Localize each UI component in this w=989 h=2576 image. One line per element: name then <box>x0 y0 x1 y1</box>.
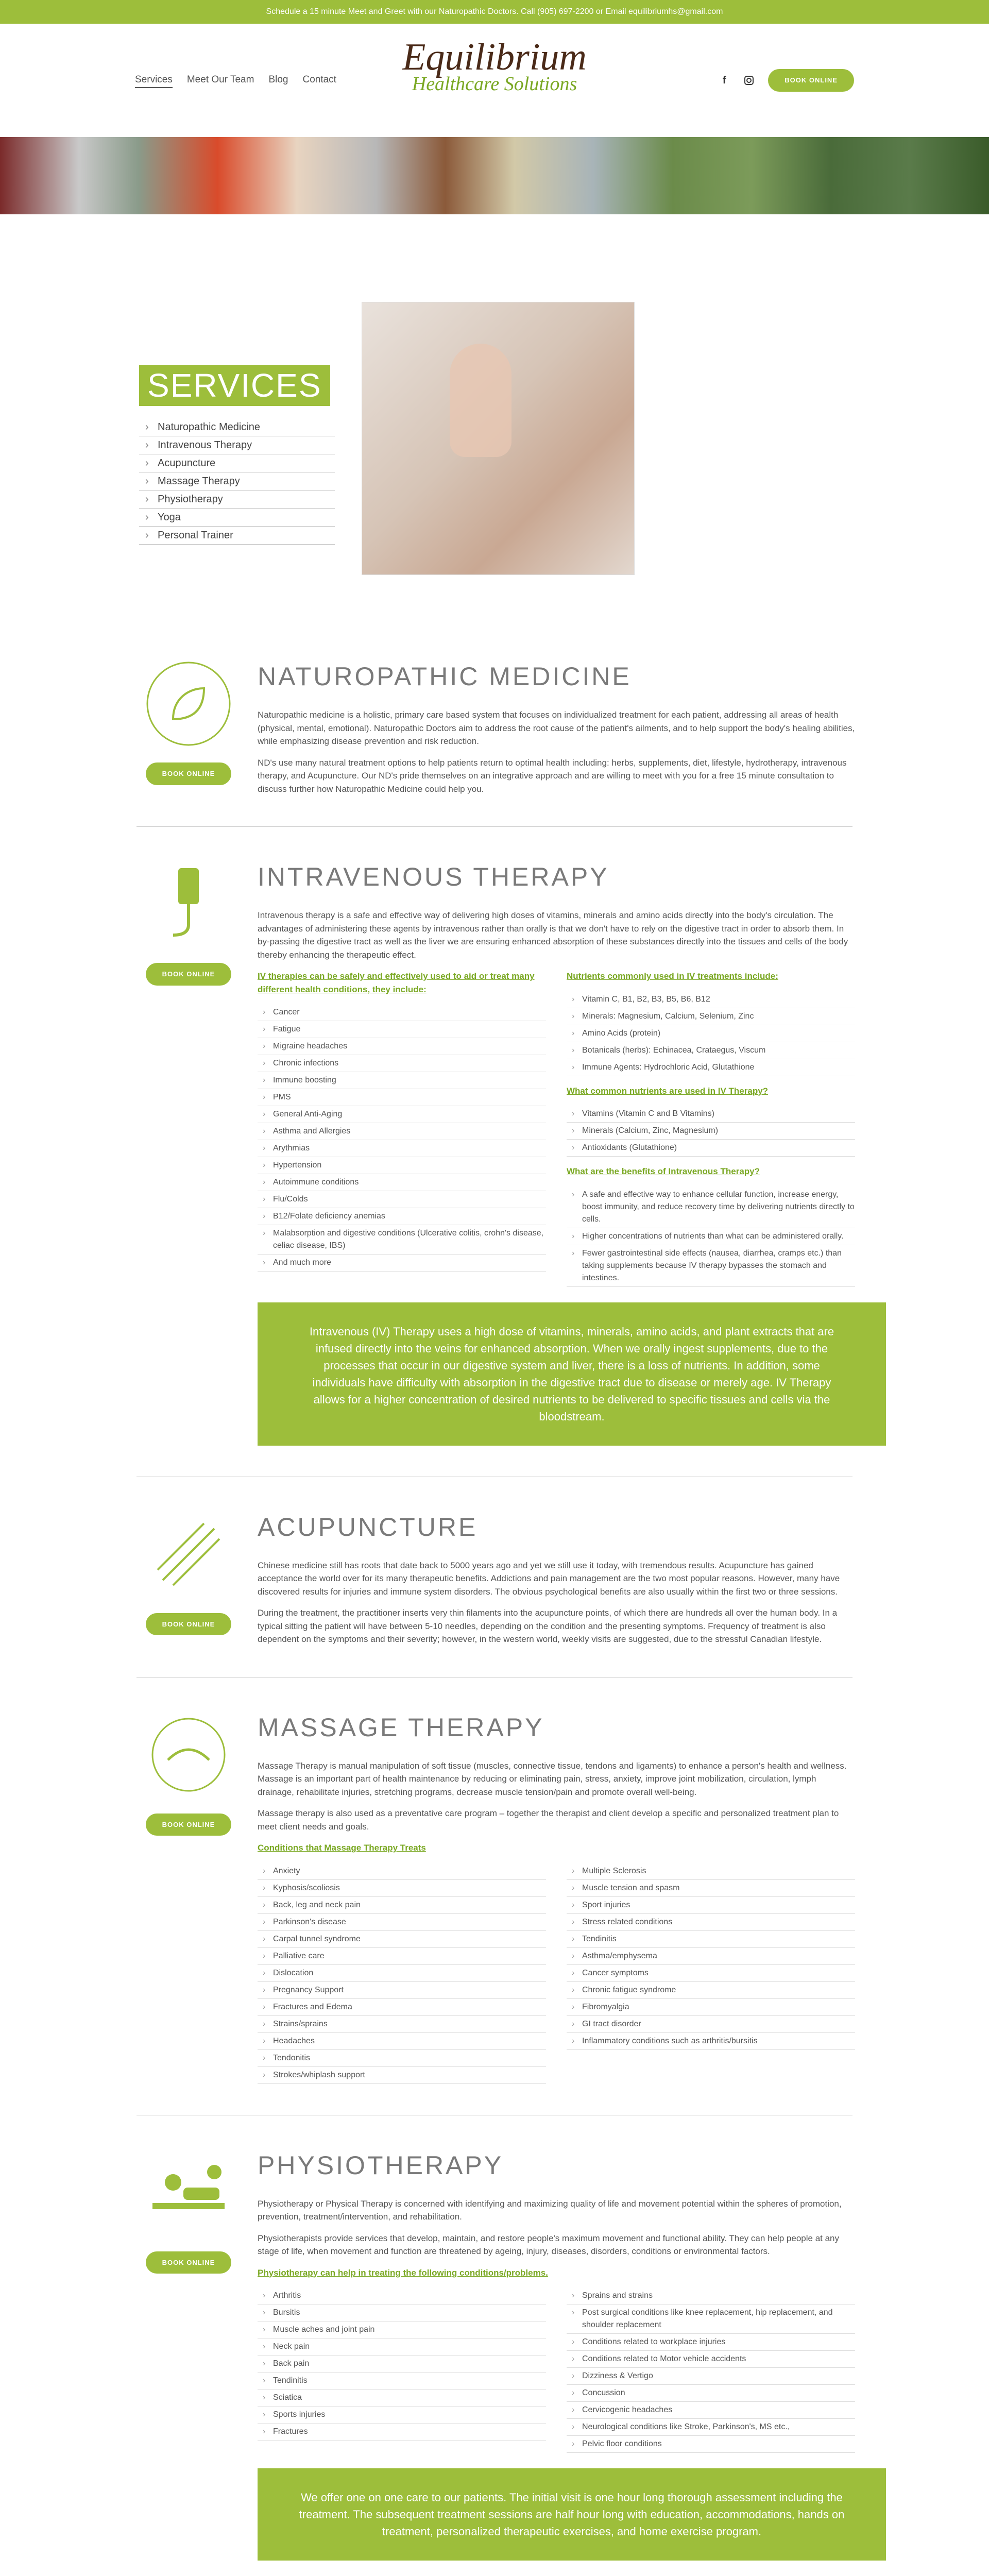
iv-col3-title: What common nutrients are used in IV Therapy? <box>567 1086 769 1096</box>
section-physiotherapy <box>0 2146 989 2561</box>
list-item: › Concussion <box>567 2385 855 2402</box>
services-title: SERVICES <box>139 365 330 406</box>
logo-main-text: Equilibrium <box>402 36 587 78</box>
nav-item-services[interactable]: Services <box>135 73 173 89</box>
header-book-online-button[interactable]: BOOK ONLINE <box>768 69 854 92</box>
iv-title: INTRAVENOUS THERAPY <box>258 862 609 891</box>
list-item: › Immune boosting <box>258 1072 546 1089</box>
list-item: › Dizziness & Vertigo <box>567 2368 855 2385</box>
list-item: › Botanicals (herbs): Echinacea, Crataegus, Viscum <box>567 1042 855 1059</box>
iv-nutrients-list <box>567 991 855 1076</box>
list-item: › Chronic infections <box>258 1055 546 1072</box>
list-item: › Fewer gastrointestinal side effects (nausea, diarrhea, cramps etc.) than taking supplements because IV therapy bypasses the stomach and intestines. <box>567 1245 855 1287</box>
list-item: › Immune Agents: Hydrochloric Acid, Glutathione <box>567 1059 855 1076</box>
iv-sidebar <box>137 858 240 986</box>
naturopathic-p2: ND's use many natural treatment options to help patients return to optimal health including: herbs, supplements, diet, lifestyle, hydrotherapy, intravenous therapy, and Acupuncture. Our ND's pride themselves on an integrative approach and are willing to meet with you for a free 15 minute consultation to discuss further how Naturopathic Medicine could help you. <box>258 757 847 794</box>
list-item: › GI tract disorder <box>567 2016 855 2033</box>
nav-item-contact[interactable]: Contact <box>302 74 336 85</box>
physio-conditions-list-1 <box>258 2287 546 2453</box>
service-link-acupuncture[interactable]: › Acupuncture <box>139 454 335 472</box>
list-item: › Multiple Sclerosis <box>567 1863 855 1880</box>
naturopathic-book-button[interactable]: BOOK ONLINE <box>146 762 232 785</box>
list-item: › A safe and effective way to enhance cellular function, increase energy, boost immunity, and reduce recovery time by delivering nutrients directly to cells. <box>567 1187 855 1228</box>
services-menu <box>139 365 335 545</box>
acupuncture-needles-icon <box>142 1508 235 1601</box>
massage-conditions-list-1 <box>258 1863 546 2084</box>
list-item: › Cancer <box>258 1004 546 1021</box>
massage-book-button[interactable]: BOOK ONLINE <box>146 1814 232 1836</box>
list-item: › Sciatica <box>258 2389 546 2406</box>
leaf-icon <box>142 657 235 750</box>
list-item: › Carpal tunnel syndrome <box>258 1931 546 1948</box>
list-item: › Fractures <box>258 2424 546 2441</box>
naturopathic-title: NATUROPATHIC MEDICINE <box>258 662 632 691</box>
list-item: › Palliative care <box>258 1948 546 1965</box>
list-item: › Fractures and Edema <box>258 1999 546 2016</box>
massage-p2: Massage therapy is also used as a preventative care program – together the therapist and client develop a specific and personalized treatment plan to meet client needs and goals. <box>258 1808 839 1832</box>
physio-p2: Physiotherapists provide services that develop, maintain, and restore people's maximum movement and functional ability. They can help people at any stage of life, when movement and function are threatened by ageing, injury, diseases, disorders, conditions or environmental factors. <box>258 2233 840 2256</box>
list-item: › Minerals (Calcium, Zinc, Magnesium) <box>567 1123 855 1140</box>
list-item: › Headaches <box>258 2033 546 2050</box>
section-massage <box>0 1708 989 2084</box>
naturopathic-sidebar <box>137 657 240 785</box>
iv-book-button[interactable]: BOOK ONLINE <box>146 963 232 986</box>
acupuncture-book-button[interactable]: BOOK ONLINE <box>146 1613 232 1636</box>
iv-highlight-box: Intravenous (IV) Therapy uses a high dose of vitamins, minerals, amino acids, and plant extracts that are infused directly into the veins for enhanced absorption. When we orally ingest supplements, due to the processes that occur in our digestive system and liver, there is a loss of nutrients. In addition, some individuals have difficulty with absorption in the digestive tract due to disease or merely age. IV Therapy allows for a higher concentration of desired nutrients to be delivered to specific tissues and cells via the bloodstream. <box>258 1302 886 1446</box>
site-header <box>0 24 989 137</box>
physio-title: PHYSIOTHERAPY <box>258 2150 504 2180</box>
announcement-text: Schedule a 15 minute Meet and Greet with our Naturopathic Doctors. Call (905) 697-2200 or Email equilibriumhs@gmail.com <box>266 7 723 16</box>
list-item: › Vitamins (Vitamin C and B Vitamins) <box>567 1106 855 1123</box>
list-item: › Muscle aches and joint pain <box>258 2321 546 2338</box>
list-item: › Arythmias <box>258 1140 546 1157</box>
services-list <box>139 418 335 545</box>
nav-item-blog[interactable]: Blog <box>268 74 288 85</box>
physiotherapy-icon <box>142 2146 235 2239</box>
iv-conditions-list <box>258 1004 546 1272</box>
massage-columns <box>258 1863 855 2084</box>
main-nav <box>135 73 336 89</box>
list-item: › Parkinson's disease <box>258 1914 546 1931</box>
instagram-icon[interactable] <box>743 75 755 86</box>
list-item: › Malabsorption and digestive conditions (Ulcerative colitis, crohn's disease, celiac disease, IBS) <box>258 1225 546 1255</box>
iv-drip-icon <box>142 858 235 951</box>
header-actions <box>719 69 854 92</box>
physio-subtitle: Physiotherapy can help in treating the following conditions/problems. <box>258 2267 548 2278</box>
produce-banner-image <box>0 137 989 214</box>
list-item: › Higher concentrations of nutrients than what can be administered orally. <box>567 1228 855 1245</box>
list-item: › Back pain <box>258 2355 546 2372</box>
list-item: › Vitamin C, B1, B2, B3, B5, B6, B12 <box>567 991 855 1008</box>
massage-subtitle: Conditions that Massage Therapy Treats <box>258 1843 426 1853</box>
list-item: › Stress related conditions <box>567 1914 855 1931</box>
iv-benefits-list <box>567 1187 855 1287</box>
list-item: › Cancer symptoms <box>567 1965 855 1982</box>
list-item: › Cervicogenic headaches <box>567 2402 855 2419</box>
list-item: › Back, leg and neck pain <box>258 1897 546 1914</box>
list-item: › Migraine headaches <box>258 1038 546 1055</box>
physio-conditions-list-2 <box>567 2287 855 2453</box>
service-link-yoga[interactable]: › Yoga <box>139 509 335 527</box>
nav-item-meet-our-team[interactable]: Meet Our Team <box>186 74 254 85</box>
acupuncture-p1: Chinese medicine still has roots that date back to 5000 years ago and yet we still use it today, with tremendous results. Acupuncture has gained acceptance the world over for its many therapeutic benefits. Addictions and pain management are the two most popular reasons. However, many have discovered results for injuries and immune system disorders. The obvious psychological benefits are also usually within the first two or three sessions. <box>258 1560 840 1597</box>
list-item: › Bursitis <box>258 2304 546 2321</box>
services-hero <box>0 214 989 657</box>
acupuncture-title: ACUPUNCTURE <box>258 1512 478 1541</box>
list-item: › Amino Acids (protein) <box>567 1025 855 1042</box>
massage-sidebar <box>137 1708 240 1836</box>
list-item: › Asthma/emphysema <box>567 1948 855 1965</box>
section-intravenous <box>0 858 989 1446</box>
list-item: › Muscle tension and spasm <box>567 1880 855 1897</box>
section-acupuncture <box>0 1508 989 1646</box>
list-item: › Inflammatory conditions such as arthritis/bursitis <box>567 2033 855 2050</box>
list-item: › Antioxidants (Glutathione) <box>567 1140 855 1157</box>
list-item: › Pelvic floor conditions <box>567 2436 855 2453</box>
massage-title: MASSAGE THERAPY <box>258 1713 544 1742</box>
list-item: › B12/Folate deficiency anemias <box>258 1208 546 1225</box>
list-item: › Conditions related to Motor vehicle accidents <box>567 2351 855 2368</box>
service-link-personal-trainer[interactable]: › Personal Trainer <box>139 527 335 545</box>
list-item: › Chronic fatigue syndrome <box>567 1982 855 1999</box>
list-item: › Asthma and Allergies <box>258 1123 546 1140</box>
list-item: › Tendinitis <box>567 1931 855 1948</box>
list-item: › Anxiety <box>258 1863 546 1880</box>
iv-p1: Intravenous therapy is a safe and effective way of delivering high doses of vitamins, minerals and amino acids directly into the body's circulation. The advantages of administering these agents by intravenous rather than orally is that we don't have to rely on the digestive tract in order to absorb them. In by-passing the digestive tract as well as the liver we are ensuring enhanced absorption of these substances directly into the tissues and cells of the body thereby enhancing the therapeutic effect. <box>258 910 848 960</box>
list-item: › Fatigue <box>258 1021 546 1038</box>
divider <box>137 826 852 827</box>
physio-columns <box>258 2287 855 2453</box>
physio-book-button[interactable]: BOOK ONLINE <box>146 2251 232 2274</box>
list-item: › Flu/Colds <box>258 1191 546 1208</box>
list-item: › Neck pain <box>258 2338 546 2355</box>
physio-sidebar <box>137 2146 240 2274</box>
acupuncture-p2: During the treatment, the practitioner inserts very thin filaments into the acupuncture points, of which there are hundreds all over the human body. In a typical sitting the patient will have between 5-10 needles, depending on the condition and the presenting symptoms. Frequency of treatment is also dependent on the symptoms and their severity; however, in the western world, weekly visits are suggested, due to the stressful Canadian lifestyle. <box>258 1608 838 1644</box>
logo-sub-text: Healthcare Solutions <box>412 73 577 95</box>
iv-columns <box>258 970 855 1287</box>
list-item: › Autoimmune conditions <box>258 1174 546 1191</box>
list-item: › Strokes/whiplash support <box>258 2067 546 2084</box>
iv-col2-title: Nutrients commonly used in IV treatments include: <box>567 971 778 981</box>
iv-col1-title: IV therapies can be safely and effectively used to aid or treat many different health conditions, they include: <box>258 971 535 994</box>
list-item: › Tendinitis <box>258 2372 546 2389</box>
service-link-massage[interactable]: › Massage Therapy <box>139 472 335 490</box>
list-item: › Sport injuries <box>567 1897 855 1914</box>
site-logo[interactable] <box>386 38 603 94</box>
list-item: › Conditions related to workplace injuries <box>567 2334 855 2351</box>
service-link-physiotherapy[interactable]: › Physiotherapy <box>139 490 335 509</box>
massage-p1: Massage Therapy is manual manipulation of soft tissue (muscles, connective tissue, tendons and ligaments) to enhance a person's health and wellness. Massage is an important part of health maintenance by reducing or eliminating pain, stress, anxiety, improve joint mobilization, circulation, lymph drainage, rehabilitate injuries, stretching programs, decrease muscle tension/pain and promote overall well-being. <box>258 1760 847 1797</box>
service-link-naturopathic[interactable]: › Naturopathic Medicine <box>139 418 335 436</box>
massage-conditions-list-2 <box>567 1863 855 2084</box>
acupuncture-hero-photo <box>362 302 635 575</box>
list-item: › And much more <box>258 1255 546 1272</box>
list-item: › Arthritis <box>258 2287 546 2304</box>
list-item: › Strains/sprains <box>258 2016 546 2033</box>
list-item: › Minerals: Magnesium, Calcium, Selenium, Zinc <box>567 1008 855 1025</box>
list-item: › Pregnancy Support <box>258 1982 546 1999</box>
list-item: › Fibromyalgia <box>567 1999 855 2016</box>
iv-common-nutrients-list <box>567 1106 855 1157</box>
list-item: › General Anti-Aging <box>258 1106 546 1123</box>
list-item: › Tendonitis <box>258 2050 546 2067</box>
list-item: › PMS <box>258 1089 546 1106</box>
list-item: › Post surgical conditions like knee replacement, hip replacement, and shoulder replacement <box>567 2304 855 2334</box>
facebook-icon[interactable]: f <box>722 75 726 86</box>
list-item: › Dislocation <box>258 1965 546 1982</box>
list-item: › Sports injuries <box>258 2406 546 2424</box>
section-naturopathic <box>0 657 989 795</box>
iv-col4-title: What are the benefits of Intravenous Therapy? <box>567 1166 760 1176</box>
physio-p1: Physiotherapy or Physical Therapy is concerned with identifying and maximizing quality of life and movement potential within the spheres of promotion, prevention, treatment/intervention, and rehabilitation. <box>258 2198 842 2222</box>
naturopathic-p1: Naturopathic medicine is a holistic, primary care based system that focuses on individualized treatment for each patient, addressing all areas of health (physical, mental, emotional). Naturopathic Doctors aim to address the root cause of the patient's ailments, and to help support the body's healing abilities, while emphasizing disease prevention and risk reduction. <box>258 710 855 746</box>
physio-highlight-box: We offer one on one care to our patients. The initial visit is one hour long thorough assessment including the treatment. The subsequent treatment sessions are half hour long with education, accommodations, hands on treatment, personalized therapeutic exercises, and home exercise program. <box>258 2468 886 2561</box>
service-link-intravenous[interactable]: › Intravenous Therapy <box>139 436 335 454</box>
list-item: › Hypertension <box>258 1157 546 1174</box>
list-item: › Sprains and strains <box>567 2287 855 2304</box>
acupuncture-sidebar <box>137 1508 240 1636</box>
list-item: › Neurological conditions like Stroke, Parkinson's, MS etc., <box>567 2419 855 2436</box>
massage-hands-icon <box>142 1708 235 1801</box>
top-announcement-bar <box>0 0 989 24</box>
list-item: › Kyphosis/scoliosis <box>258 1880 546 1897</box>
